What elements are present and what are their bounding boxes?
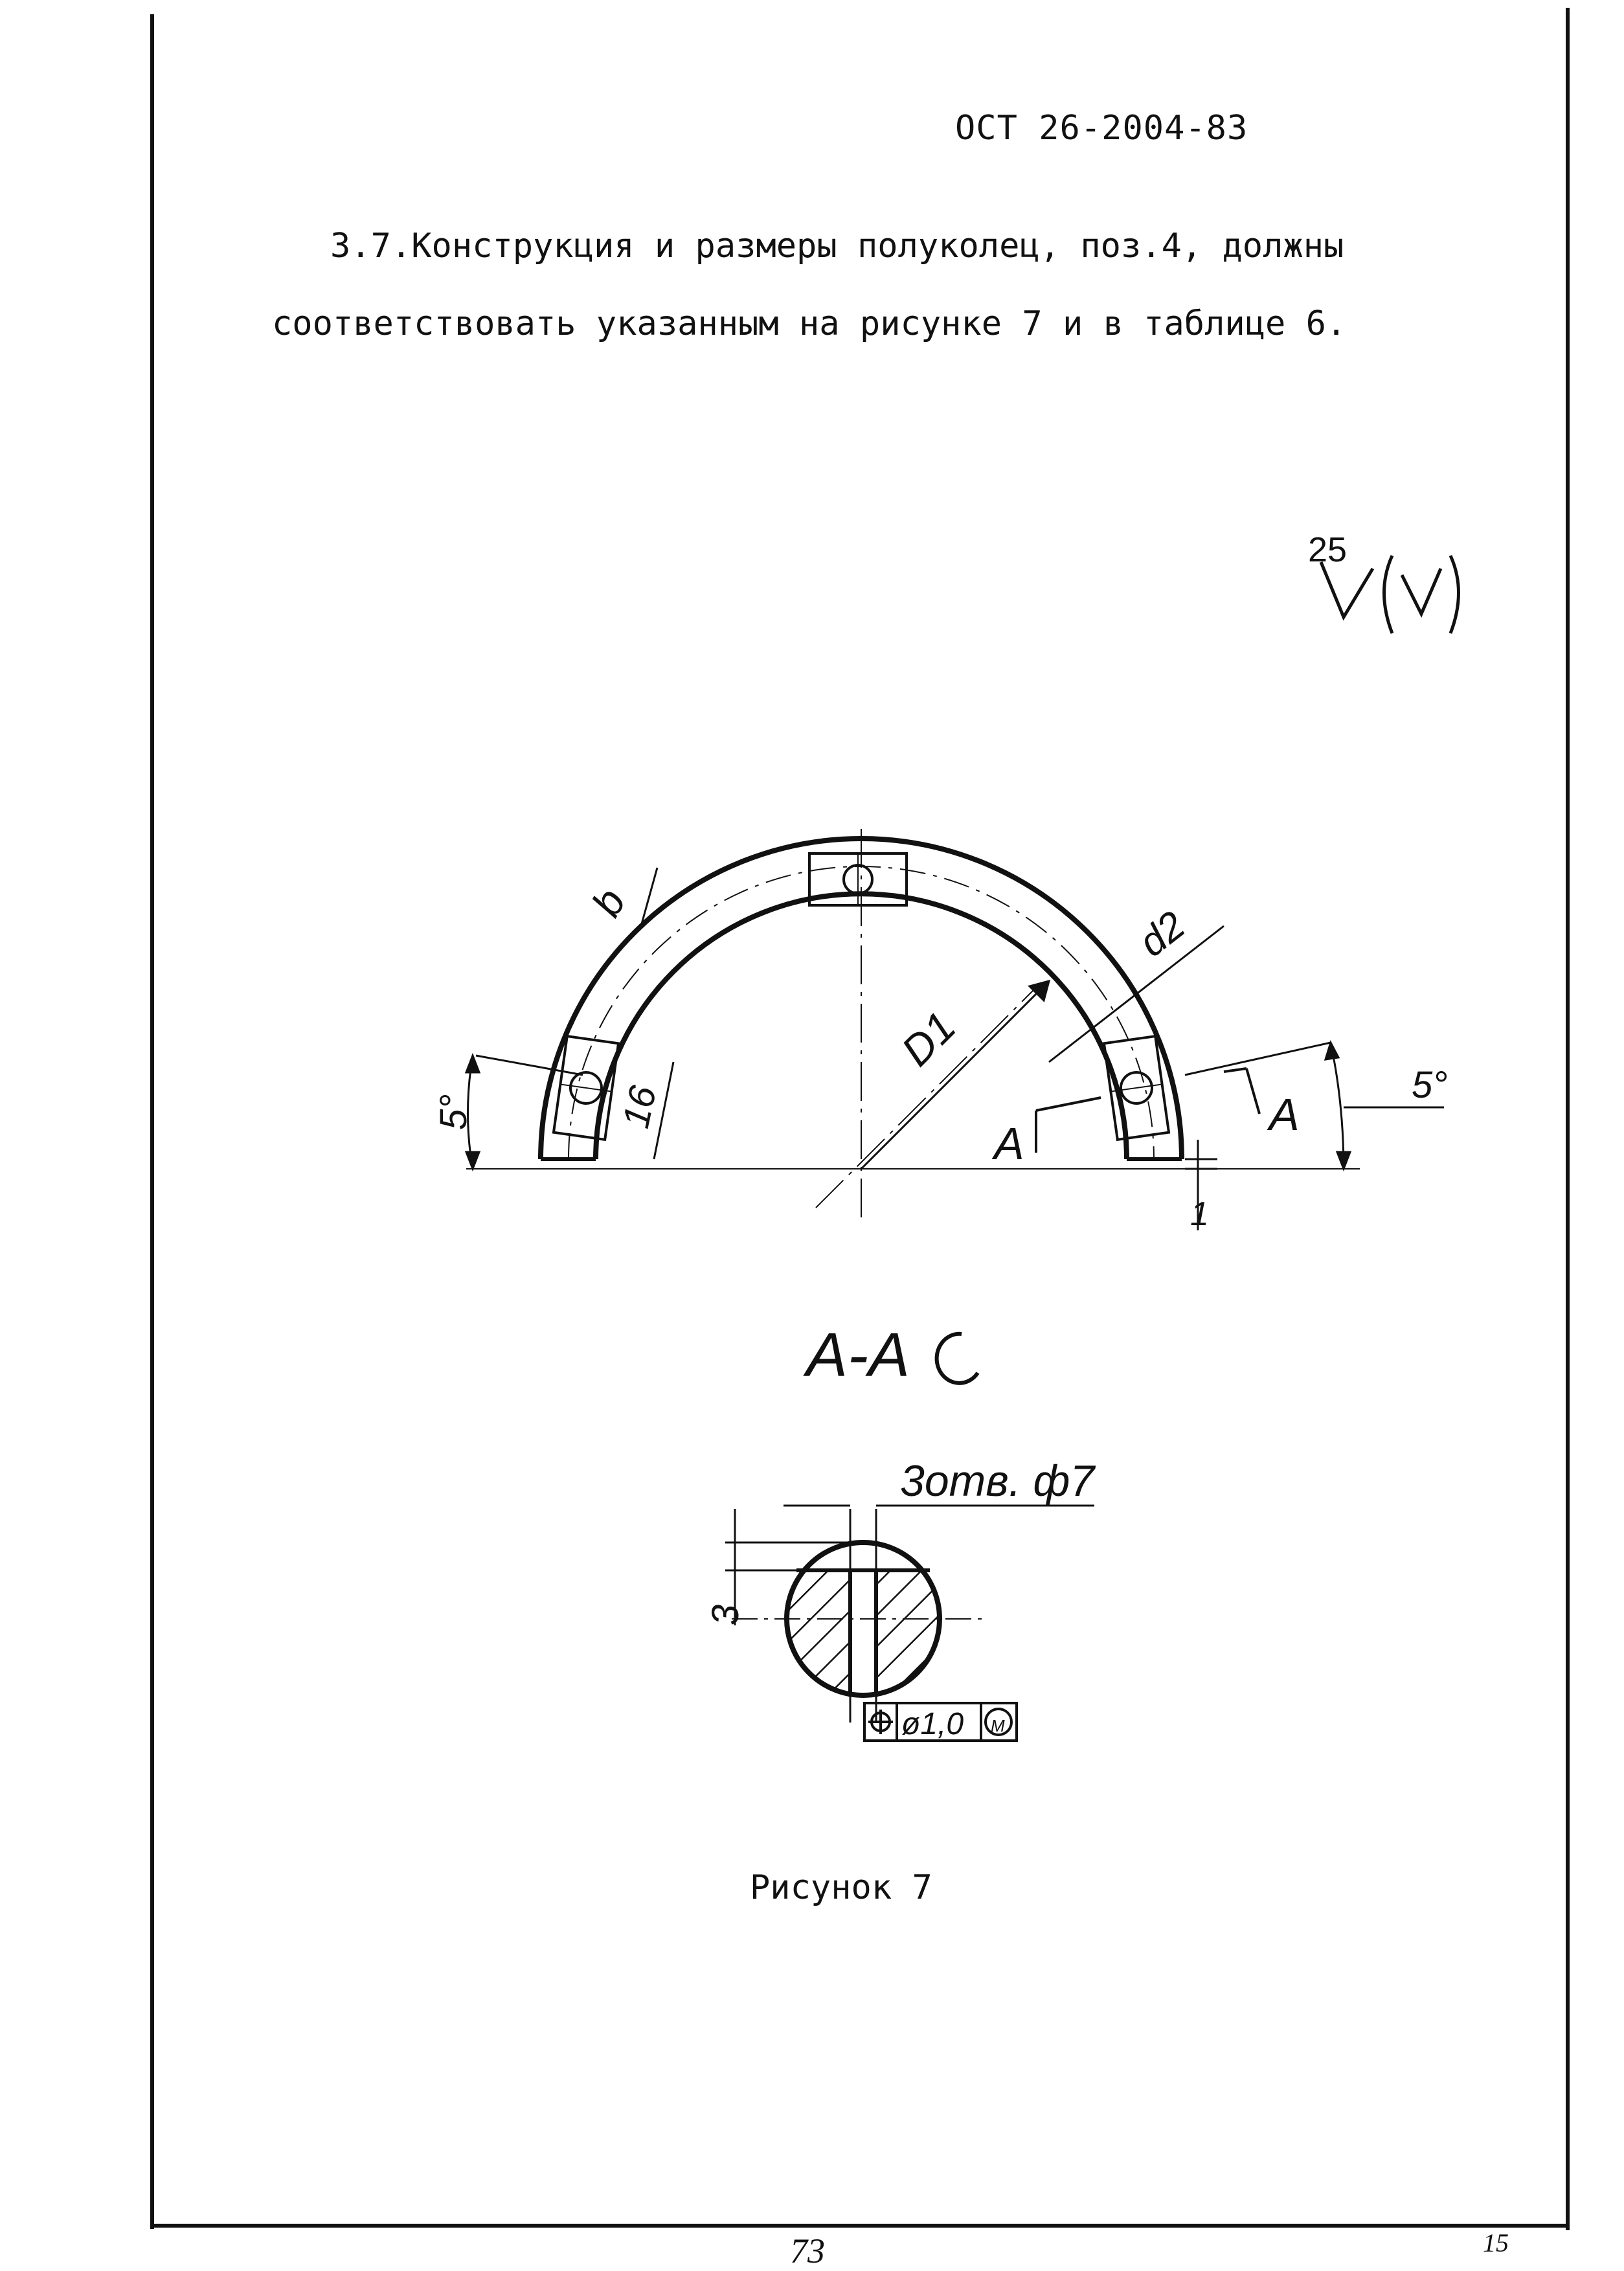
corner-mark: 15 bbox=[1483, 2228, 1509, 2257]
label-b: b bbox=[582, 881, 635, 924]
slot-left bbox=[554, 1036, 618, 1140]
depth-label: 3 bbox=[705, 1604, 747, 1625]
section-mark-left: A bbox=[994, 1118, 1024, 1169]
angle-left-dimension bbox=[466, 1056, 583, 1169]
label-gap: 1 bbox=[1190, 1195, 1209, 1233]
label-angle-right: 5° bbox=[1412, 1064, 1448, 1106]
dimension-d2 bbox=[1049, 926, 1224, 1062]
section-title: A-A bbox=[806, 1320, 910, 1390]
section-view bbox=[725, 1506, 1094, 1723]
document-code: ОСТ 26-2004-83 bbox=[955, 109, 1248, 148]
figure-caption: Рисунок 7 bbox=[750, 1868, 932, 1907]
max-material-icon: M bbox=[991, 1716, 1005, 1735]
slot-right bbox=[1104, 1036, 1169, 1140]
holes-note: 3отв. ф7 bbox=[900, 1456, 1095, 1506]
paragraph-line-1: 3.7.Конструкция и размеры полуколец, поз.4, должны bbox=[330, 227, 1344, 266]
page-number: 73 bbox=[790, 2231, 825, 2270]
label-d1: D1 bbox=[892, 1002, 965, 1075]
tolerance-value: ø1,0 bbox=[901, 1707, 964, 1741]
section-mark-right: A bbox=[1269, 1089, 1300, 1140]
label-d2: d2 bbox=[1131, 903, 1193, 966]
section-rotation-icon bbox=[937, 1334, 978, 1383]
section-mark-arrows bbox=[1036, 1068, 1259, 1153]
label-angle-left: 5° bbox=[433, 1094, 475, 1130]
roughness-value: 25 bbox=[1308, 530, 1348, 569]
angle-right-dimension bbox=[1185, 1043, 1444, 1169]
label-16: 16 bbox=[615, 1082, 665, 1132]
paragraph-line-2: соответствовать указанным на рисунке 7 и в таблице 6. bbox=[272, 304, 1347, 343]
